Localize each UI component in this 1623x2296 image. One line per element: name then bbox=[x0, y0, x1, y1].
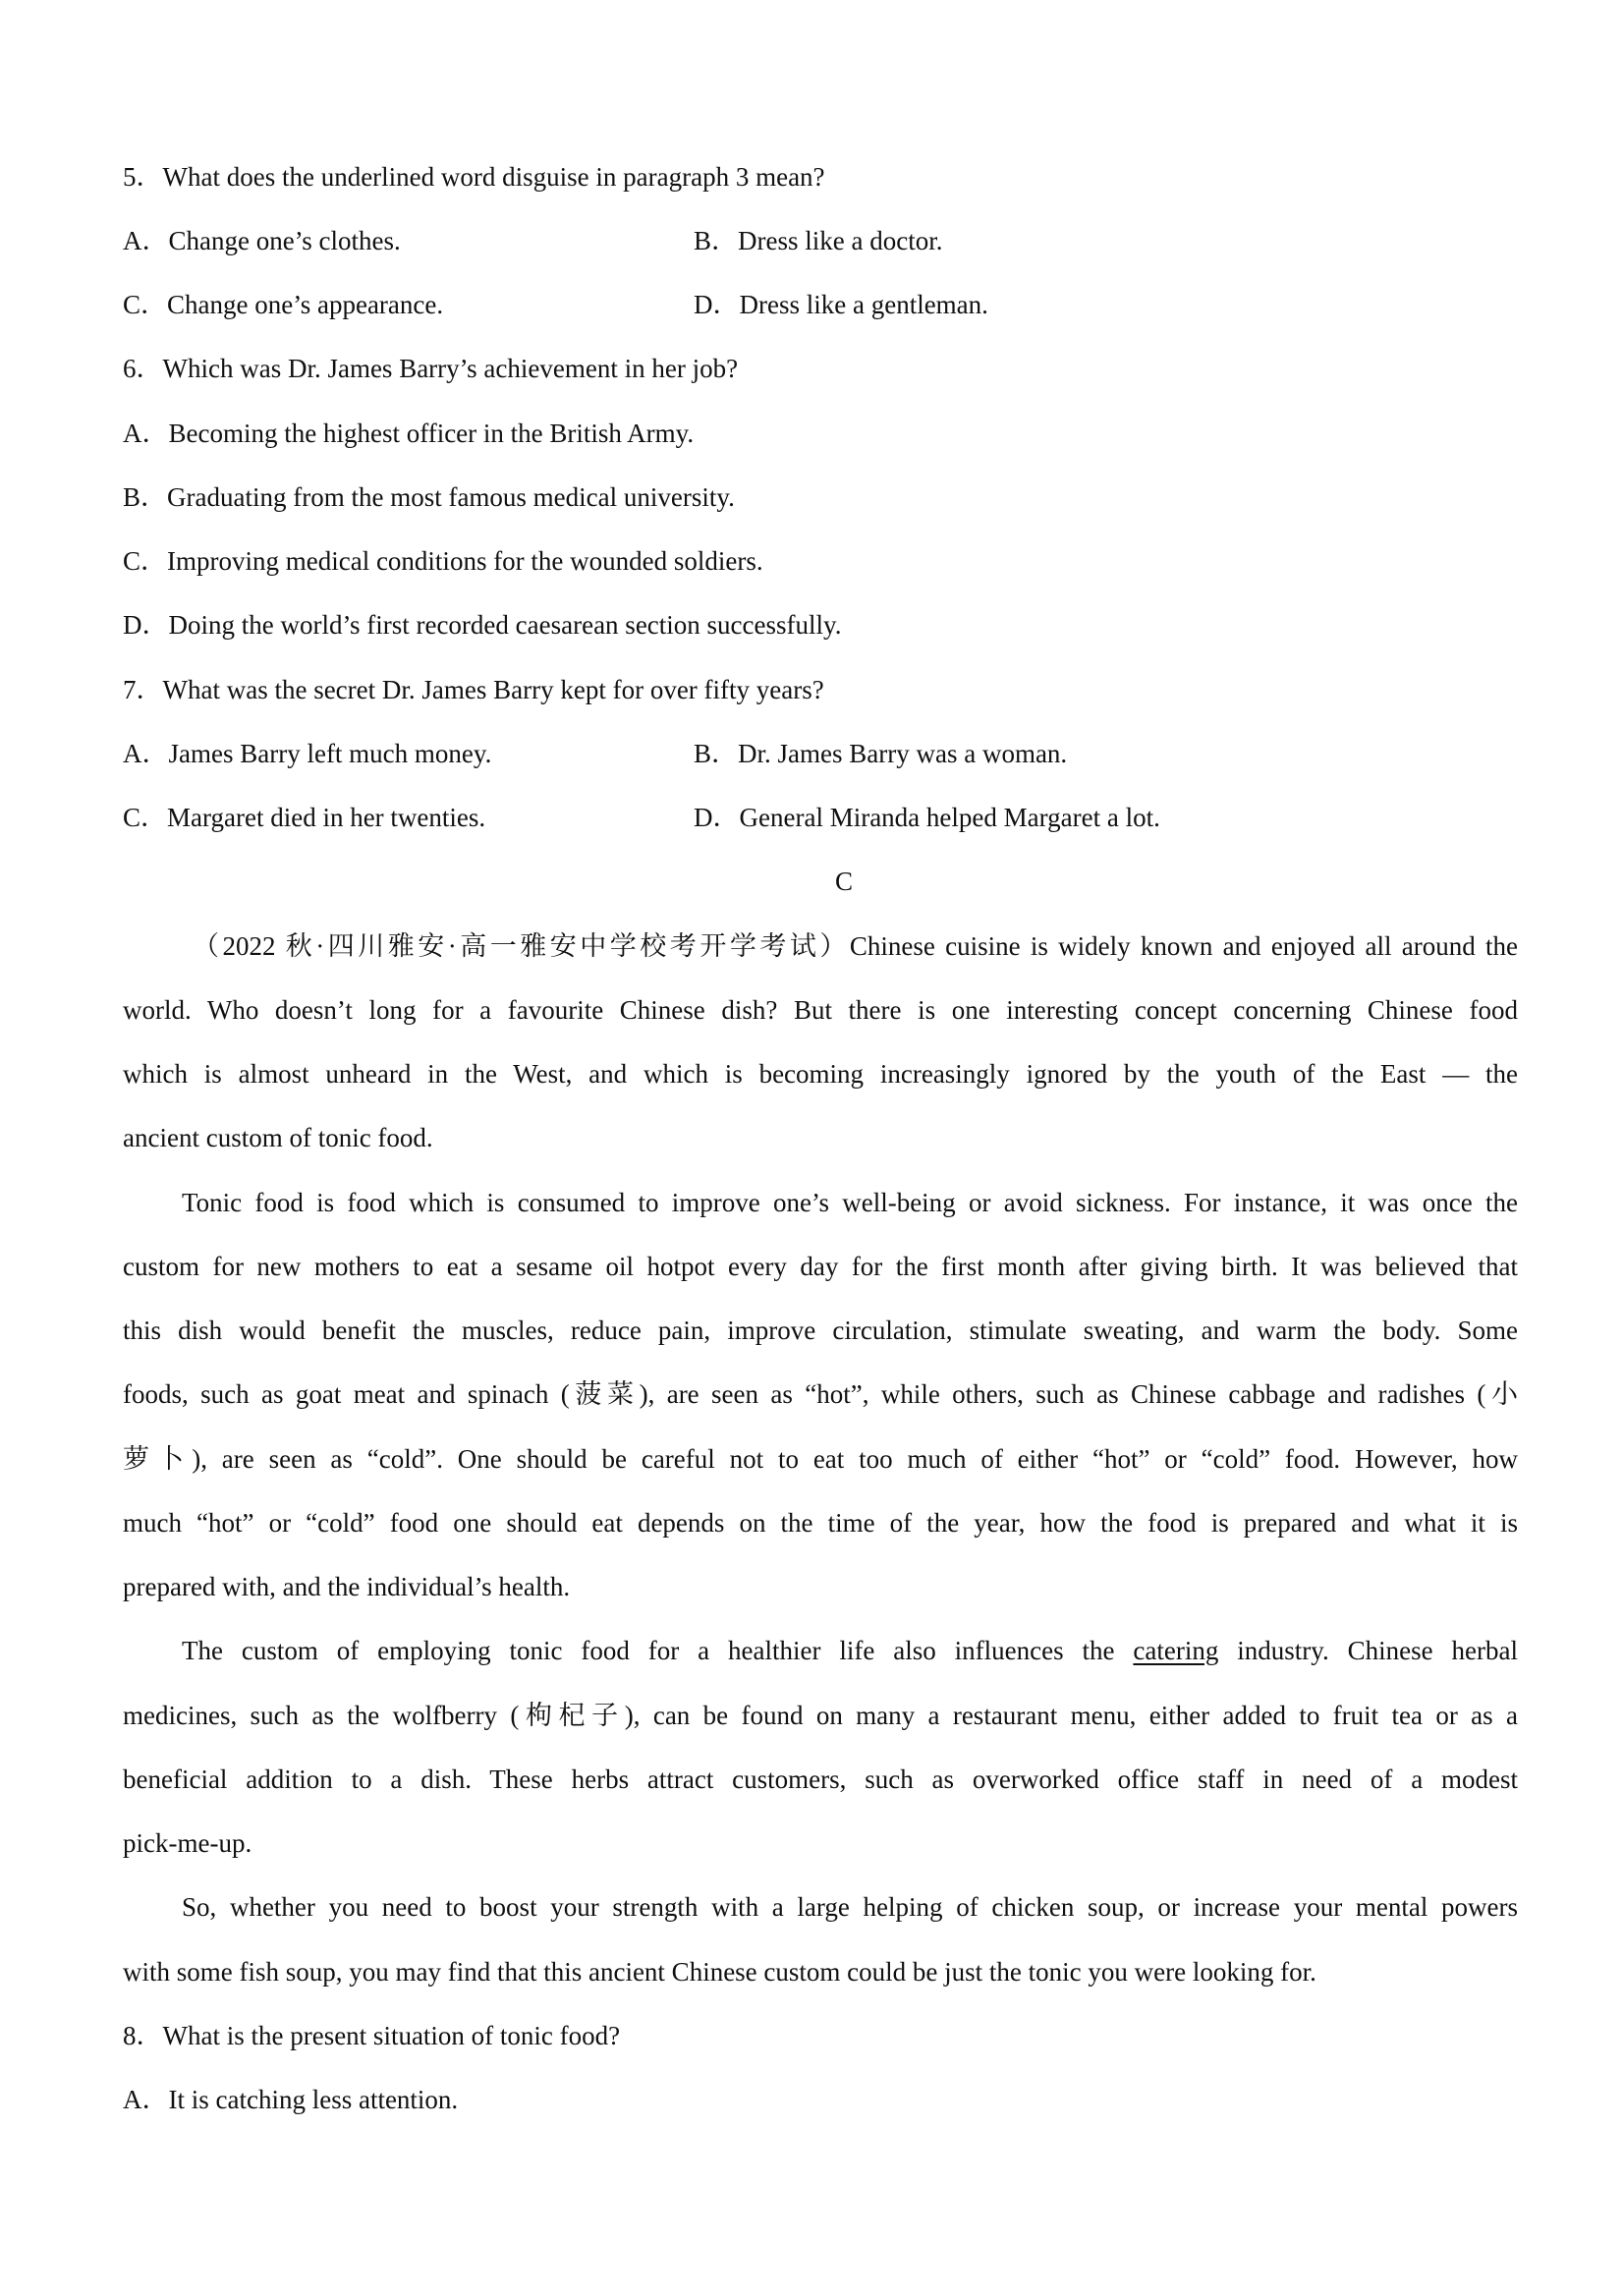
passage-p1-line-4: ancient custom of tonic food. bbox=[123, 1123, 433, 1152]
passage-p4-line-1: So, whether you need to boost your strength with a large helping of chicken soup, or increase your mental powers bbox=[182, 1892, 1518, 1922]
passage-p3-line-2: medicines, such as the wolfberry (枸杞子), can be found on many a restaurant menu, either added to fruit tea or as a bbox=[123, 1701, 1518, 1730]
question-8-stem: 8．What is the present situation of tonic food? bbox=[123, 2021, 621, 2050]
passage-p2-line-1: Tonic food is food which is consumed to improve one’s well-being or avoid sickness. For instance, it was once the bbox=[182, 1188, 1518, 1217]
question-7-option-c: C．Margaret died in her twenties. bbox=[123, 803, 486, 832]
passage-p2-line-7: prepared with, and the individual’s health. bbox=[123, 1572, 571, 1601]
question-7-option-d: D．General Miranda helped Margaret a lot. bbox=[694, 803, 1160, 832]
underlined-word-catering: catering bbox=[1133, 1636, 1219, 1665]
question-6-option-a: A．Becoming the highest officer in the British Army. bbox=[123, 419, 695, 448]
question-5-stem: 5．What does the underlined word disguise in paragraph 3 mean? bbox=[123, 162, 825, 192]
passage-p3-line-4: pick-me-up. bbox=[123, 1828, 252, 1858]
passage-p1-line-1: （2022 秋·四川雅安·高一雅安中学校考开学考试）Chinese cuisine is widely known and enjoyed all around the bbox=[193, 931, 1518, 961]
passage-p3-line-1-before: The custom of employing tonic food for a healthier life also influences the bbox=[182, 1636, 1115, 1665]
question-6-stem: 6．Which was Dr. James Barry’s achievement in her job? bbox=[123, 354, 739, 383]
passage-p2-line-4: foods, such as goat meat and spinach (菠菜), are seen as “hot”, while others, such as Chinese cabbage and radishes (小 bbox=[123, 1379, 1518, 1409]
question-7-stem: 7．What was the secret Dr. James Barry kept for over fifty years? bbox=[123, 675, 824, 704]
question-8-option-a: A．It is catching less attention. bbox=[123, 2085, 459, 2114]
passage-p1-line-2: world. Who doesn’t long for a favourite Chinese dish? But there is one interesting concept concerning Chinese food bbox=[123, 995, 1518, 1025]
passage-p2-line-2: custom for new mothers to eat a sesame oil hotpot every day for the first month after giving birth. It was believed that bbox=[123, 1252, 1518, 1281]
question-7-option-a: A．James Barry left much money. bbox=[123, 739, 492, 768]
passage-p1-line-3: which is almost unheard in the West, and which is becoming increasingly ignored by the youth of the East — the bbox=[123, 1059, 1518, 1089]
question-6-option-b: B．Graduating from the most famous medical university. bbox=[123, 482, 735, 512]
passage-p2-line-5: 萝卜), are seen as “cold”. One should be careful not to eat too much of either “hot” or “cold” food. However, how bbox=[123, 1444, 1518, 1474]
passage-p3-line-1 bbox=[182, 1633, 1518, 1668]
question-6-option-d: D．Doing the world’s first recorded caesarean section successfully. bbox=[123, 610, 842, 640]
question-6-option-c: C．Improving medical conditions for the wounded soldiers. bbox=[123, 546, 763, 576]
question-5-option-d: D．Dress like a gentleman. bbox=[694, 290, 988, 319]
section-label: C bbox=[834, 867, 853, 896]
question-7-option-b: B．Dr. James Barry was a woman. bbox=[694, 739, 1068, 768]
passage-p3-line-1-after: industry. Chinese herbal bbox=[1237, 1636, 1519, 1665]
passage-p2-line-3: this dish would benefit the muscles, reduce pain, improve circulation, stimulate sweating, and warm the body. Some bbox=[123, 1316, 1518, 1345]
question-5-option-b: B．Dress like a doctor. bbox=[694, 226, 943, 255]
passage-p4-line-2: with some fish soup, you may find that this ancient Chinese custom could be just the tonic you were looking for. bbox=[123, 1957, 1316, 1987]
question-5-option-a: A．Change one’s clothes. bbox=[123, 226, 401, 255]
question-5-option-c: C．Change one’s appearance. bbox=[123, 290, 444, 319]
passage-p3-line-3: beneficial addition to a dish. These herbs attract customers, such as overworked office staff in need of a modest bbox=[123, 1764, 1518, 1794]
passage-p2-line-6: much “hot” or “cold” food one should eat depends on the time of the year, how the food is prepared and what it is bbox=[123, 1508, 1518, 1538]
